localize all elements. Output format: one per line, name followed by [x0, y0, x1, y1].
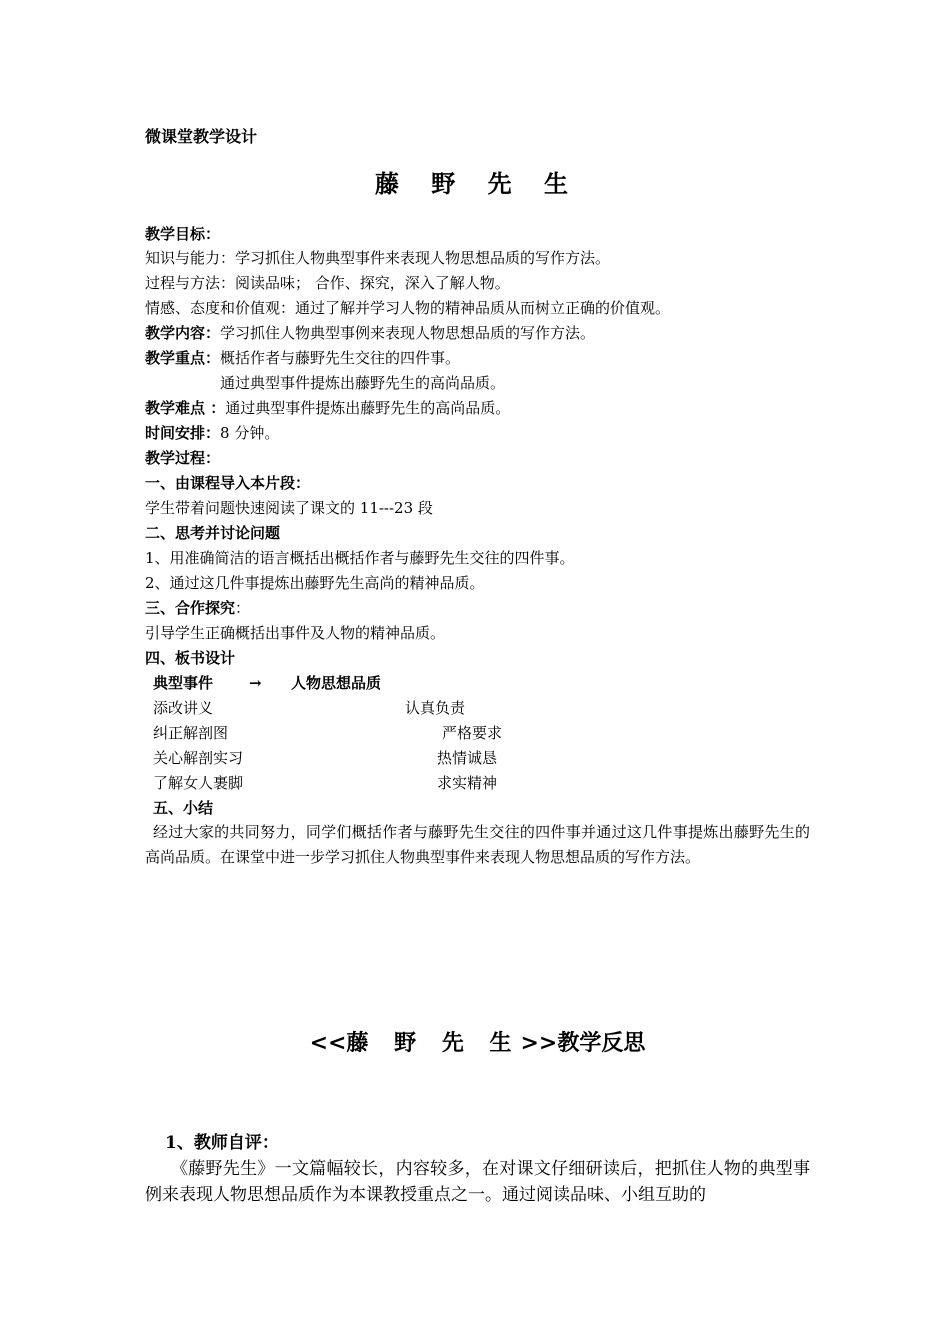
- content-text: 学习抓住人物典型事例来表现人物思想品质的写作方法。: [220, 324, 596, 342]
- difficulty-text: 通过典型事件提炼出藤野先生的高尚品质。: [225, 399, 511, 417]
- goal-values: 情感、态度和价值观：通过了解并学习人物的精神品质从而树立正确的价值观。: [145, 299, 671, 317]
- reflection-title-prefix: <<: [309, 1030, 347, 1056]
- section3-heading-suffix: ：: [235, 599, 251, 617]
- document-heading: 微课堂教学设计: [145, 127, 258, 146]
- process-label: 教学过程：: [145, 449, 221, 467]
- reflection-title: [145, 1026, 810, 1060]
- board-quality-1: 认真负责: [405, 699, 466, 717]
- board-col1-header: 典型事件: [153, 674, 214, 692]
- board-event-1: 添改讲义: [153, 699, 214, 717]
- evaluation-text: 《藤野先生》一文篇幅较长，内容较多，在对课文仔细研读后，把抓住人物的典型事例来表现人物思想品质作为本课教授重点之一。通过阅读品味、小组互助的: [145, 1159, 810, 1205]
- key-points-row: [145, 346, 460, 370]
- section2-item-2: 2、通过这几件事提炼出藤野先生高尚的精神品质。: [145, 574, 485, 592]
- board-quality-2: 严格要求: [442, 724, 503, 742]
- section3-text: 引导学生正确概括出事件及人物的精神品质。: [145, 624, 446, 642]
- board-quality-3: 热情诚恳: [437, 749, 498, 767]
- reflection-title-name: 藤 野 先 生: [346, 1030, 521, 1056]
- document-page: [145, 0, 810, 1344]
- reflection-title-suffix: >>教学反思: [520, 1030, 646, 1056]
- section4-heading: 四、板书设计: [145, 649, 236, 667]
- board-event-3: 关心解剖实习: [153, 749, 244, 767]
- key-points-label: 教学重点：: [145, 349, 221, 367]
- section5-heading: 五、小结: [153, 799, 214, 817]
- lesson-title: 藤 野 先 生: [374, 169, 581, 198]
- board-quality-4: 求实精神: [437, 774, 498, 792]
- section1-heading: 一、由课程导入本片段：: [145, 474, 311, 492]
- section5-text: 经过大家的共同努力，同学们概括作者与藤野先生交往的四件事并通过这几件事提炼出藤野先生的高尚品质。在课堂中进一步学习抓住人物典型事件来表现人物思想品质的写作方法。: [145, 823, 810, 866]
- time-text: 8 分钟。: [220, 424, 280, 442]
- section2-heading: 二、思考并讨论问题: [145, 524, 281, 542]
- difficulty-label: 教学难点 ：: [145, 399, 226, 417]
- section2-item-1: 1、用准确简洁的语言概括出概括作者与藤野先生交往的四件事。: [145, 549, 575, 567]
- goals-label: 教学目标：: [145, 225, 221, 243]
- section3-heading-row: [145, 596, 250, 620]
- time-row: [145, 421, 279, 445]
- key-points-text-2: 通过典型事件提炼出藤野先生的高尚品质。: [220, 374, 506, 392]
- evaluation-heading: 1、教师自评：: [165, 1133, 279, 1153]
- key-points-text-1: 概括作者与藤野先生交往的四件事。: [220, 349, 461, 367]
- board-arrow-icon: →: [249, 674, 262, 692]
- time-label: 时间安排：: [145, 424, 221, 442]
- difficulty-row: [145, 396, 510, 420]
- goal-process: 过程与方法：阅读品味； 合作、探究，深入了解人物。: [145, 274, 510, 292]
- content-row: [145, 321, 595, 345]
- section3-heading: 三、合作探究: [145, 599, 236, 617]
- section1-text: 学生带着问题快速阅读了课文的 11---23 段: [145, 499, 433, 517]
- board-event-2: 纠正解剖图: [153, 724, 229, 742]
- board-event-4: 了解女人裹脚: [153, 774, 244, 792]
- goal-knowledge: 知识与能力：学习抓住人物典型事件来表现人物思想品质的写作方法。: [145, 249, 611, 267]
- board-col2-header: 人物思想品质: [291, 674, 382, 692]
- content-label: 教学内容：: [145, 324, 221, 342]
